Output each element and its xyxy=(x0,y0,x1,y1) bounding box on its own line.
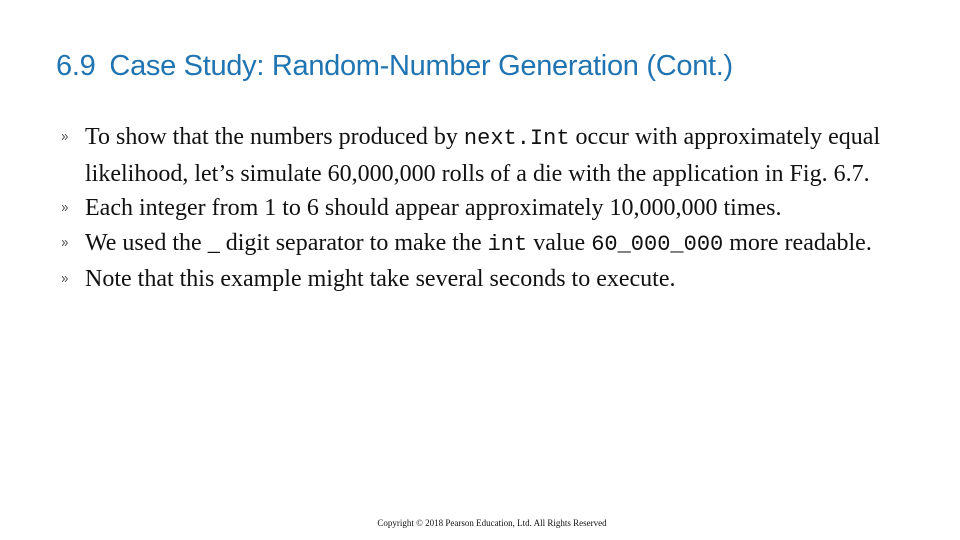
bullet-item xyxy=(62,191,922,226)
double-chevron-right-icon xyxy=(62,134,68,140)
bullet-item xyxy=(62,120,922,191)
bullet-text: more readable. xyxy=(723,229,872,256)
bullet-text: Each integer from 1 to 6 should appear approximately 10,000,000 times. xyxy=(85,195,782,221)
title-text: Case Study: Random-Number Generation (Cont.) xyxy=(109,50,733,82)
bullet-item xyxy=(62,226,922,263)
bullet-text: Note that this example might take several seconds to execute. xyxy=(85,266,676,292)
double-chevron-right-icon xyxy=(62,240,68,246)
bullet-text: value xyxy=(527,229,592,256)
double-chevron-right-icon xyxy=(62,205,68,211)
section-number: 6.9 xyxy=(56,50,96,82)
bullet-text: occur with approximately equal likelihood, let’s simulate 60,000,000 rolls of a die with the application in Fig. 6.7. xyxy=(85,124,881,187)
code-int: int xyxy=(487,231,528,257)
code-next-int: next.Int xyxy=(463,126,570,151)
bullet-item xyxy=(62,262,922,297)
bullet-text: We used the _ digit separator to make the xyxy=(85,229,488,256)
double-chevron-right-icon xyxy=(62,276,68,282)
copyright-footer: Copyright © 2018 Pearson Education, Ltd. All Rights Reserved xyxy=(377,518,607,528)
bullet-text: To show that the numbers produced by xyxy=(85,124,464,150)
bullet-list xyxy=(62,120,922,297)
code-number-literal: 60_000_000 xyxy=(591,231,724,257)
slide-title xyxy=(56,50,733,83)
